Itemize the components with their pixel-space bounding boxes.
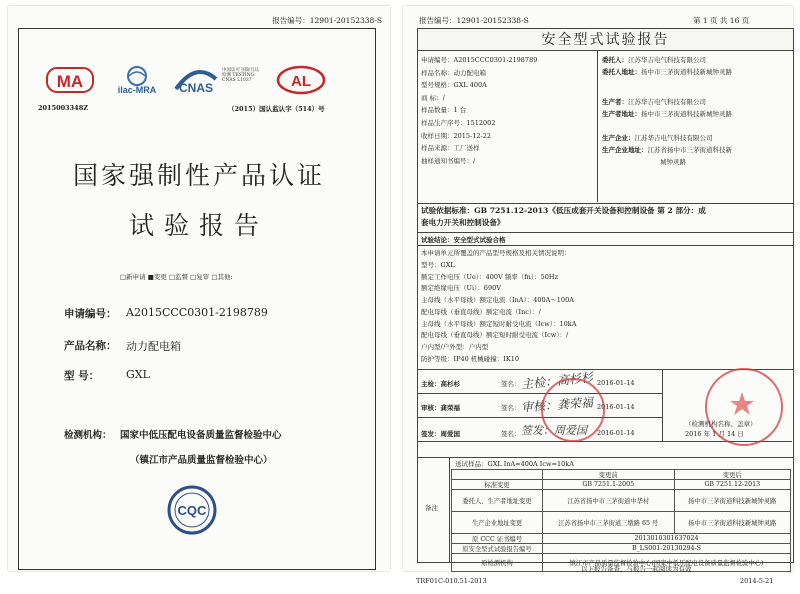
svg-text:ilac-MRA: ilac-MRA — [117, 85, 157, 95]
svg-text:MA: MA — [56, 72, 84, 91]
factory-value: 江苏华吉电气科技有限公司 — [634, 134, 713, 142]
cover-report-number: 报告编号：12901-20152338-S — [272, 16, 382, 25]
model-value: GXL — [126, 368, 150, 381]
remarks-divider — [449, 457, 450, 562]
standard-line2: 套电力开关和控制设备》 — [421, 218, 505, 227]
info-row: 申请编号：A2015CCC0301-2198789 — [421, 56, 538, 64]
cnas-accreditation-text: 中国认可 国际互认 检测 TESTING CNAS L1037 — [222, 68, 260, 83]
seal-caption: （检测机构名称、盖章） — [685, 420, 757, 428]
cqc-logo — [166, 484, 218, 540]
header-blank — [452, 470, 543, 480]
table-row — [452, 534, 791, 544]
model-label: 型 号： — [64, 370, 100, 382]
spec-intro: 本申请单元所覆盖的产品型号规格及相关情况说明： — [421, 249, 571, 257]
ilac-mra-logo — [108, 64, 166, 96]
cover-subtitle: 试验报告 — [128, 211, 269, 240]
maker-value: 江苏华吉电气科技有限公司 — [628, 98, 706, 106]
info-divider — [597, 50, 598, 202]
cover-page — [8, 6, 390, 571]
table-cell: 委托人、生产者地址变更 — [452, 490, 543, 512]
spec-row: 额定绝缘电压（Ui）：690V — [421, 284, 501, 293]
maker-label: 生产者： — [602, 98, 628, 106]
spec-row: 户内型/户外型：户内型 — [421, 342, 489, 351]
table-cell: 扬中市三茅街道科技新城钟灵路 — [674, 512, 791, 534]
client-label: 委托人： — [602, 56, 628, 64]
tester-signature: 主检：高杉杉 — [520, 370, 594, 392]
maker-addr-row — [602, 108, 732, 120]
standard-line1: 试验依据标准：GB 7251.12-2013《低压成套开关设备和控制设备 第 2 部分：成 — [421, 206, 706, 215]
spec-row: 配电母线（垂直母线）额定电流（Inc）：/ — [421, 307, 541, 316]
client-addr-row — [602, 66, 732, 78]
factory-addr-row — [602, 144, 732, 156]
issuer-signature: 签发：周爱国 — [521, 424, 587, 437]
table-row — [452, 512, 791, 534]
change-table — [451, 469, 791, 572]
header-after: 变更后 — [674, 470, 791, 480]
org-name: 国家中低压配电设备质量监督检验中心 — [120, 430, 282, 441]
reviewer-date: 2016-01-14 — [597, 403, 635, 411]
table-cell: 江苏省扬中市三茅街道三墩路 65 号 — [543, 512, 675, 534]
org-alias: （镇江市产品质量监督检验中心） — [130, 455, 273, 466]
factory-row — [602, 132, 732, 144]
tester-label: 主检：高杉杉 — [421, 380, 460, 388]
footer-left: TRF01C-010.51-2013 — [416, 577, 487, 585]
spec-row: 型号：GXL — [421, 261, 455, 269]
al-logo — [276, 64, 326, 96]
table-cell: 2013010301637024 — [543, 534, 791, 544]
footer-note: 以下报告备查，与报告一起阅读为有效 — [581, 565, 692, 573]
org-label: 检测机构： — [64, 430, 112, 441]
table-row — [452, 490, 791, 512]
spacer — [602, 78, 732, 96]
sig-divider — [662, 369, 663, 441]
info-row: 收样日期：2015-12-22 — [421, 131, 491, 140]
factory-addr-value: 江苏省扬中市三茅街道科技新 — [647, 146, 732, 154]
info-row: 商 标：/ — [421, 93, 445, 102]
info-row: 样品生产序号：1512002 — [421, 118, 496, 127]
factory-addr-label: 生产企业地址： — [602, 146, 648, 154]
factory-addr-cont: 城钟灵路 — [660, 158, 686, 166]
info-row: 样品来源：工厂送样 — [421, 144, 480, 153]
cnas-logo — [172, 64, 220, 96]
report-title: 安全型式试验报告 — [417, 28, 794, 51]
remarks-sample: 送试样品：GXL InA=400A Icw=10kA — [455, 460, 574, 468]
table-cell: GB 7251.12-2013 — [674, 480, 791, 490]
client-row — [602, 54, 732, 66]
maker-addr-label: 生产者地址： — [602, 110, 641, 118]
remarks-label: 备注 — [425, 504, 438, 512]
table-cell: 生产企业地址变更 — [452, 512, 543, 534]
table-cell: B_LS001-20130294-S — [543, 544, 791, 554]
factory-label: 生产企业： — [602, 134, 635, 142]
spec-row: 主母线（水平母线）额定电流（InA）：400A～100A — [421, 296, 574, 305]
maker-row — [602, 96, 732, 108]
sample-info-left — [421, 54, 537, 167]
cert-number: 2015003348Z — [38, 104, 88, 112]
info-row: 抽样通知书编号：/ — [421, 156, 476, 165]
table-cell: 原检测机构 — [452, 554, 543, 572]
svg-text:CQC: CQC — [177, 503, 207, 518]
table-cell: 扬中市三茅街道科技新城钟灵路 — [674, 490, 791, 512]
table-row — [452, 480, 791, 490]
reviewer-signature: 审核：龚荣福 — [520, 395, 594, 415]
table-cell: 原 CCC 证书编号 — [452, 534, 543, 544]
app-no-value: A2015CCC0301-2198789 — [126, 306, 268, 319]
spec-list — [421, 260, 576, 365]
product-label: 产品名称： — [64, 340, 117, 352]
sample-info-right — [602, 54, 732, 168]
info-row: 样品名称：动力配电箱 — [421, 68, 486, 77]
svg-text:CNAS: CNAS — [178, 81, 214, 95]
issuer-label: 签发：周爱国 — [421, 430, 460, 438]
product-value: 动力配电箱 — [126, 340, 181, 353]
sign-label: 签名： — [501, 404, 521, 412]
inspection-seal — [541, 378, 605, 442]
table-cell: 标准变更 — [452, 480, 543, 490]
issuer-date: 2016-01-14 — [597, 429, 635, 437]
footer-right: 2014-5-21 — [740, 577, 774, 585]
conclusion: 试验结论：安全型式试验合格 — [421, 236, 506, 244]
cover-title: 国家强制性产品认证 — [72, 161, 325, 190]
application-type-checkboxes: □新申请 ■变更 □监督 □复审 □其他: — [120, 273, 233, 281]
header-before: 变更前 — [543, 470, 675, 480]
table-cell: 镇江市产品质量监督检验中心(国家中低压配电设备质量监督检验中心) — [543, 554, 791, 572]
page-info: 第 1 页 共 16 页 — [693, 16, 750, 25]
sign-label: 签名： — [501, 430, 521, 438]
sig-line — [417, 417, 662, 418]
spec-row: 主母线（水平母线）额定短时耐受电流（Icw）：10kA — [421, 319, 577, 328]
spec-row: 防护等级：IP40 机械碰撞：IK10 — [421, 354, 519, 363]
client-value: 江苏华吉电气科技有限公司 — [628, 56, 706, 64]
tester-date: 2016-01-14 — [597, 379, 635, 387]
report-number: 报告编号：12901-20152338-S — [419, 16, 529, 25]
spec-row: 额定工作电压（Ue）：400V 频率（fn）：50Hz — [421, 272, 558, 281]
ma-logo — [46, 64, 94, 96]
info-row: 样品数量：1 台 — [421, 106, 467, 115]
reviewer-label: 审核：龚荣福 — [421, 404, 460, 412]
accreditation-number: （2015）国认监认字（514）号 — [228, 105, 325, 113]
table-cell: GB 7251.1-2005 — [543, 480, 675, 490]
spacer — [602, 120, 732, 132]
svg-text:AL: AL — [291, 73, 311, 90]
test-report-page — [403, 6, 793, 571]
spec-row: 配电母线（垂直母线）额定短时耐受电流（Icw）：/ — [421, 331, 569, 340]
issue-date: 2016 年 1 月 14 日 — [685, 430, 744, 438]
info-row: 型号规格：GXL 400A — [421, 81, 487, 90]
client-addr-value: 扬中市三茅街道科技新城钟灵路 — [641, 68, 732, 76]
table-cell: 原安全型式试验报告编号 — [452, 544, 543, 554]
change-table-header — [452, 470, 791, 480]
table-row — [452, 544, 791, 554]
sign-label: 签名： — [501, 380, 521, 388]
client-addr-label: 委托人地址： — [602, 68, 641, 76]
maker-addr-value: 扬中市三茅街道科技新城钟灵路 — [641, 110, 732, 118]
sig-line — [417, 393, 662, 394]
app-no-label: 申请编号： — [64, 308, 117, 320]
table-cell: 江苏省扬中市三茅街道中华村 — [543, 490, 675, 512]
